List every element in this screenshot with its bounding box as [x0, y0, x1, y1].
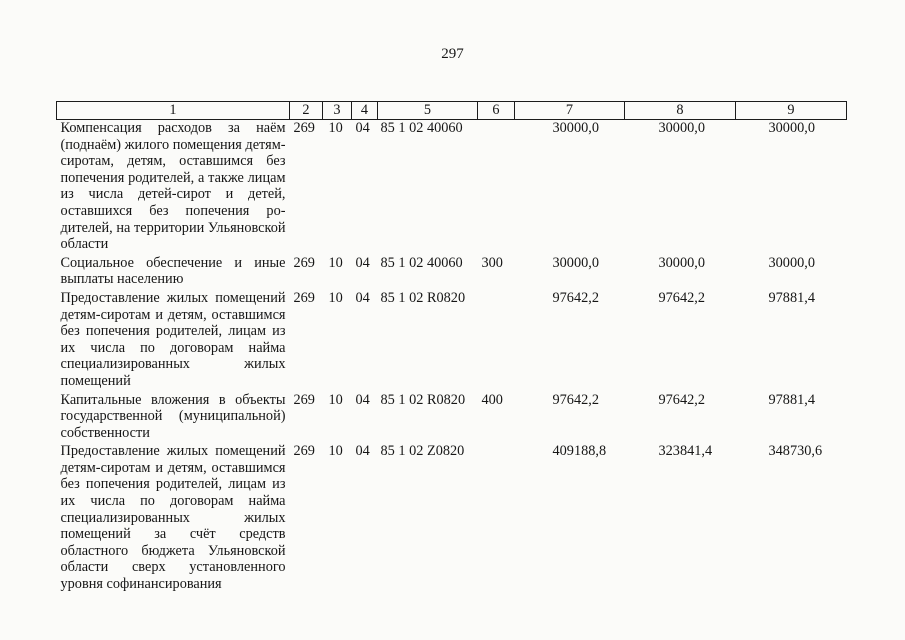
row-subsection: 04 — [355, 289, 370, 306]
row-name: Предоставление жилых помещений детям-сиротам и детям, оставшимся без попечения родителей, лицам из их числа по договорам найма специализированных жилых помещений — [60, 289, 286, 389]
header-col-9: 9 — [736, 102, 847, 120]
table-header-row — [57, 102, 847, 120]
row-name: Компенсация расходов за наём (поднаём) жилого помещения детям-сиротам, детям, оставшимся без попечения родителей, а также лицам из числа детей-сирот и детей, оставшихся без попечения родителей, на территории Ульяновской области — [60, 120, 286, 253]
row-subsection: 04 — [355, 391, 370, 408]
row-name: Капитальные вложения в объекты государственной (муниципальной) собственности — [60, 391, 286, 441]
row-article: 85 1 02 40060 — [380, 120, 463, 136]
row-article: 85 1 02 R0820 — [380, 289, 466, 306]
row-expense-type: 300 — [481, 254, 503, 271]
row-value-3: 348730,6 — [768, 443, 823, 460]
header-col-1: 1 — [57, 102, 290, 120]
row-section: 10 — [328, 254, 343, 271]
header-col-6: 6 — [478, 102, 515, 120]
row-value-2: 97642,2 — [658, 289, 705, 306]
row-subsection: 04 — [355, 443, 370, 460]
row-expense-type: 400 — [481, 391, 503, 408]
budget-table — [56, 101, 847, 595]
row-expense-type — [478, 120, 515, 255]
row-value-1: 409188,8 — [552, 443, 607, 460]
table-row — [57, 443, 847, 594]
row-value-2: 97642,2 — [658, 391, 705, 408]
row-section: 10 — [328, 289, 343, 306]
row-value-1: 97642,2 — [552, 289, 599, 306]
row-code: 269 — [293, 443, 315, 460]
table-row — [57, 290, 847, 392]
row-value-2: 30000,0 — [658, 254, 705, 271]
row-value-2: 30000,0 — [658, 120, 705, 136]
row-value-1: 30000,0 — [552, 120, 599, 136]
row-code: 269 — [293, 289, 315, 306]
row-subsection: 04 — [355, 120, 370, 136]
row-value-1: 30000,0 — [552, 254, 599, 271]
row-section: 10 — [328, 120, 343, 136]
row-code: 269 — [293, 254, 315, 271]
table-row — [57, 255, 847, 290]
row-article: 85 1 02 Z0820 — [380, 443, 465, 460]
table-row — [57, 392, 847, 444]
row-value-3: 97881,4 — [768, 289, 815, 306]
row-subsection: 04 — [355, 254, 370, 271]
row-value-3: 30000,0 — [768, 120, 815, 136]
page-number: 297 — [441, 46, 464, 62]
row-expense-type — [478, 290, 515, 392]
header-col-4: 4 — [352, 102, 378, 120]
row-value-2: 323841,4 — [658, 443, 713, 460]
row-value-3: 97881,4 — [768, 391, 815, 408]
row-article: 85 1 02 40060 — [380, 254, 463, 271]
row-name: Социальное обеспечение и иные выплаты населению — [60, 254, 286, 288]
row-name: Предоставление жилых помещений детям-сиротам и детям, оставшимся без попечения родителей, лицам из их числа по договорам найма специализированных жилых помещений за счёт средств областного бюджета Ульяновской области сверх установленного уровня софинансирования — [60, 443, 286, 593]
row-article: 85 1 02 R0820 — [380, 391, 466, 408]
row-section: 10 — [328, 391, 343, 408]
table-row — [57, 120, 847, 255]
header-col-5: 5 — [378, 102, 478, 120]
row-code: 269 — [293, 391, 315, 408]
header-col-3: 3 — [323, 102, 352, 120]
row-value-3: 30000,0 — [768, 254, 815, 271]
row-expense-type — [478, 443, 515, 594]
header-col-2: 2 — [290, 102, 323, 120]
header-col-7: 7 — [515, 102, 625, 120]
row-value-1: 97642,2 — [552, 391, 599, 408]
row-section: 10 — [328, 443, 343, 460]
row-code: 269 — [293, 120, 315, 136]
header-col-8: 8 — [625, 102, 736, 120]
